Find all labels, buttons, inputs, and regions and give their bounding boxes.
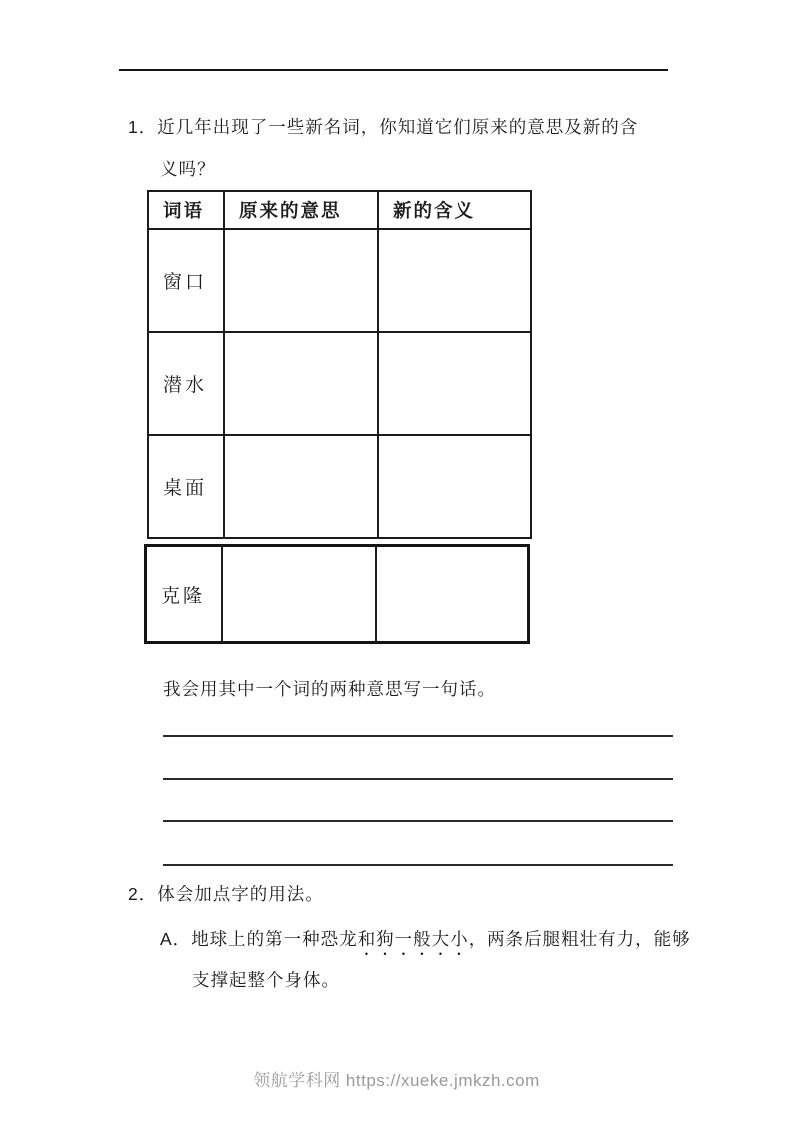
answer-blank-line — [163, 735, 673, 737]
question-1-text: 近几年出现了一些新名词，你知道它们原来的意思及新的含 — [157, 117, 639, 137]
table-row — [148, 229, 531, 332]
item-a-line-1 — [160, 926, 691, 959]
new-meaning-answer-cell — [376, 546, 529, 643]
item-a-post-text: ，两条后腿粗壮有力，能够 — [468, 929, 691, 949]
item-a-emphasized-text: 和狗一般大小 — [357, 929, 469, 949]
header-original-meaning: 原来的意思 — [224, 191, 378, 229]
word-label: 克隆 — [146, 546, 222, 643]
answer-blank-line — [163, 864, 673, 866]
question-1-line-2: 义吗？ — [160, 159, 216, 179]
question-1-number: 1． — [128, 117, 158, 137]
header-word: 词语 — [148, 191, 224, 229]
original-meaning-answer-cell — [224, 229, 378, 332]
sentence-prompt: 我会用其中一个词的两种意思写一句话。 — [163, 679, 496, 699]
new-words-table — [147, 190, 532, 539]
header-new-meaning: 新的含义 — [378, 191, 531, 229]
word-label: 窗口 — [148, 229, 224, 332]
item-a-line-2: 支撑起整个身体。 — [192, 970, 340, 990]
clone-word-box — [144, 544, 530, 644]
new-meaning-answer-cell — [378, 229, 531, 332]
table-row — [148, 435, 531, 538]
table-header-row — [148, 191, 531, 229]
table-row — [148, 332, 531, 435]
original-meaning-answer-cell — [224, 435, 378, 538]
new-meaning-answer-cell — [378, 332, 531, 435]
site-watermark-footer: 领航学科网 https://xueke.jmkzh.com — [253, 1071, 540, 1090]
question-2-text: 体会加点字的用法。 — [157, 884, 324, 904]
original-meaning-answer-cell — [224, 332, 378, 435]
table-row — [146, 546, 529, 643]
question-1-line-1 — [128, 114, 638, 139]
answer-blank-line — [163, 778, 673, 780]
original-meaning-answer-cell — [222, 546, 376, 643]
question-2-number: 2． — [128, 884, 158, 904]
word-label: 桌面 — [148, 435, 224, 538]
answer-blank-line — [163, 820, 673, 822]
word-label: 潜水 — [148, 332, 224, 435]
new-meaning-answer-cell — [378, 435, 531, 538]
top-divider-rule — [119, 69, 668, 71]
item-a-label: A． — [160, 929, 192, 949]
item-a-pre-text: 地球上的第一种恐龙 — [191, 929, 358, 949]
question-2 — [128, 881, 324, 906]
